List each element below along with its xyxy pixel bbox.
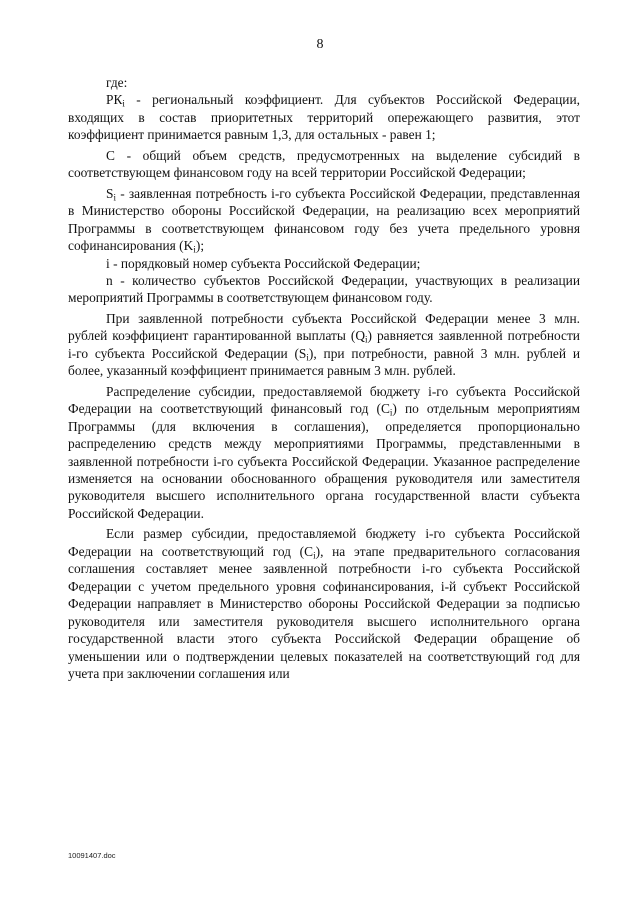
paragraph-subsidy-distribution: Распределение субсидии, предоставляемой бюджету i-го субъекта Российской Федерации на соответствующий финансовый год $(C_i)$ по отдельным мероприятиям Программы (для включения в соглашения), определяется пропорционально распределению средств между мероприятиями Программы, представленными в заявленной потребности i-го субъекта Российской Федерации. Указанное распределение изменяется на основании обоснованного обращения руководителя или заместителя руководителя высшего исполнительного органа государственной власти субъекта Российской Федерации.	[68, 383, 581, 521]
paragraph-regional-coefficient: $РК_i$ - региональный коэффициент. Для субъектов Российской Федерации, входящих в состав приоритетных территорий опережающего развития, этот коэффициент принимается равным 1,3, для остальных - равен 1;	[68, 92, 580, 143]
document-body	[68, 74, 580, 682]
paragraph-index: i - порядковый номер субъекта Российской Федерации;	[106, 255, 421, 271]
paragraph-declared-need: $S_i$ - заявленная потребность i-го субъекта Российской Федерации, представленная в Министерство обороны Российской Федерации, на реализацию всех мероприятий Программы в соответствующем финансовом году без учета предельного уровня софинансирования $(K_i)$;	[68, 185, 580, 255]
paragraph-subsidy-size: Если размер субсидии, предоставляемой бюджету i-го субъекта Российской Федерации на соответствующий год $(C_i)$, на этапе предварительного согласования соглашения составляет менее заявленной потребности i-го субъекта Российской Федерации с учетом предельного уровня софинансирования, i-й субъект Российской Федерации направляет в Министерство обороны Российской Федерации за подписью руководителя или заместителя руководителя высшего исполнительного органа государственной власти этого субъекта Российской Федерации обращение об уменьшении или о подтверждении целевых показателей на соответствующий год для учета при заключении соглашения или	[68, 526, 580, 681]
page-number: 8	[316, 37, 324, 52]
paragraph-guaranteed-payment: При заявленной потребности субъекта Российской Федерации менее 3 млн. рублей коэффициент гарантированной выплаты $(Q_i)$ равняется заявленной потребности i-го субъекта Российской Федерации $(S_i)$, при потребности, равной 3 млн. рублей и более, указанный коэффициент принимается равным 3 млн. рублей.	[68, 310, 580, 379]
paragraph-count: n - количество субъектов Российской Федерации, участвующих в реализации мероприятий Программы в соответствующем финансовом году.	[68, 272, 580, 306]
paragraph-where: где:	[106, 75, 128, 90]
document-filename: 10091407.doc	[68, 851, 116, 860]
paragraph-total-funds: С - общий объем средств, предусмотренных на выделение субсидий в соответствующем финансовом году на всей территории Российской Федерации;	[68, 147, 580, 181]
